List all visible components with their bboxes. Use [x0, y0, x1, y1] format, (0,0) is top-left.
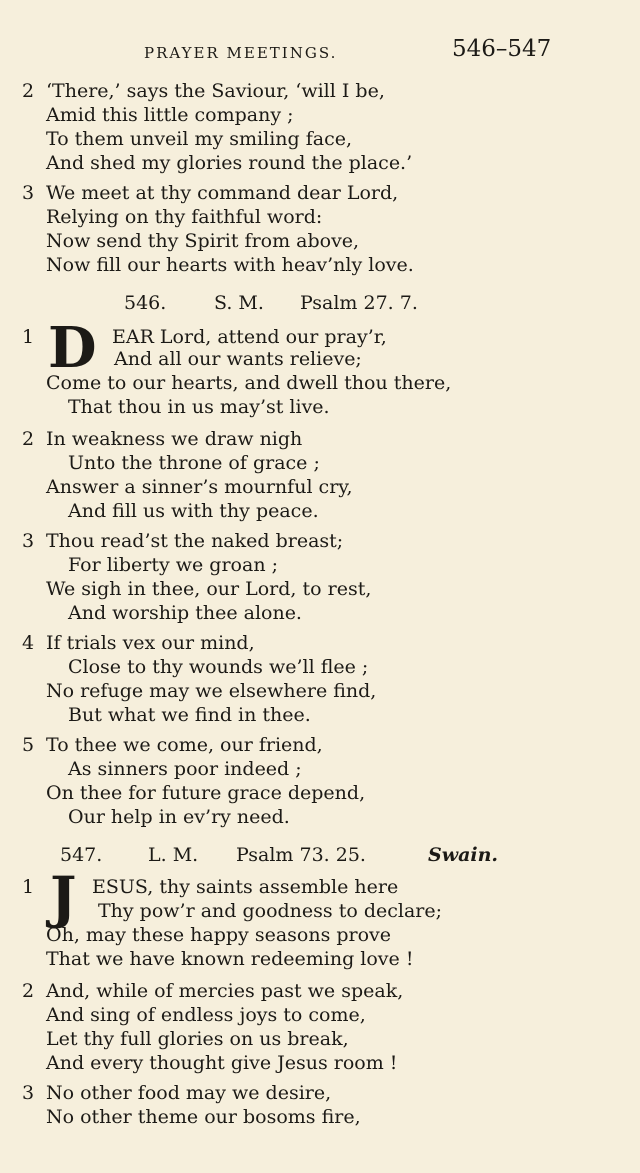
hymn-meter: L. M.: [148, 844, 199, 866]
verse-line: And fill us with thy peace.: [68, 500, 319, 522]
hymn-reference: Psalm 27. 7.: [300, 292, 418, 314]
verse-line: Answer a sinner’s mournful cry,: [46, 476, 353, 498]
hymn-number: 547.: [60, 844, 103, 866]
verse-line: EAR Lord, attend our pray’r,: [112, 326, 387, 348]
verse-line: Unto the throne of grace ;: [68, 452, 320, 474]
verse-line: That we have known redeeming love !: [46, 948, 414, 970]
verse-line: Close to thy wounds we’ll flee ;: [68, 656, 369, 678]
stanza-number: 2: [22, 80, 35, 102]
verse-line: No refuge may we elsewhere find,: [46, 680, 377, 702]
verse-line: In weakness we draw nigh: [46, 428, 303, 450]
verse-line: Our help in ev’ry need.: [68, 806, 290, 828]
verse-line: We sigh in thee, our Lord, to rest,: [46, 578, 372, 600]
stanza-number: 1: [22, 326, 35, 348]
verse-line: ‘There,’ says the Saviour, ‘will I be,: [46, 80, 385, 102]
verse-line: On thee for future grace depend,: [46, 782, 366, 804]
running-title: PRAYER MEETINGS.: [144, 44, 338, 62]
stanza-number: 3: [22, 182, 35, 204]
page-numbers: 546–547: [452, 36, 552, 62]
verse-line: Now fill our hearts with heav’nly love.: [46, 254, 414, 276]
verse-line: That thou in us may’st live.: [68, 396, 330, 418]
verse-line: Now send thy Spirit from above,: [46, 230, 360, 252]
verse-line: No other theme our bosoms fire,: [46, 1106, 361, 1128]
stanza-number: 3: [22, 530, 35, 552]
drop-cap: D: [48, 315, 97, 381]
verse-line: Thou read’st the naked breast;: [46, 530, 344, 552]
verse-line: To them unveil my smiling face,: [46, 128, 353, 150]
verse-line: Relying on thy faithful word:: [46, 206, 323, 228]
verse-line: And every thought give Jesus room !: [46, 1052, 398, 1074]
stanza-number: 2: [22, 428, 35, 450]
verse-line: Come to our hearts, and dwell thou there,: [46, 372, 452, 394]
stanza-number: 5: [22, 734, 35, 756]
verse-line: And sing of endless joys to come,: [46, 1004, 366, 1026]
hymn-meter: S. M.: [214, 292, 264, 314]
verse-line: And worship thee alone.: [68, 602, 302, 624]
verse-line: Oh, may these happy seasons prove: [46, 924, 392, 946]
verse-line: Let thy full glories on us break,: [46, 1028, 349, 1050]
verse-line: And all our wants relieve;: [114, 348, 362, 370]
verse-line: No other food may we desire,: [46, 1082, 332, 1104]
stanza-number: 1: [22, 876, 35, 898]
verse-line: We meet at thy command dear Lord,: [46, 182, 399, 204]
verse-line: ESUS, thy saints assemble here: [92, 876, 399, 898]
verse-line: And, while of mercies past we speak,: [46, 980, 404, 1002]
verse-line: For liberty we groan ;: [68, 554, 278, 576]
verse-line: To thee we come, our friend,: [46, 734, 323, 756]
verse-line: If trials vex our mind,: [46, 632, 255, 654]
drop-cap: J: [50, 865, 77, 931]
verse-line: And shed my glories round the place.’: [46, 152, 413, 174]
verse-line: Amid this little company ;: [46, 104, 294, 126]
hymn-number: 546.: [124, 292, 167, 314]
stanza-number: 2: [22, 980, 35, 1002]
verse-line: But what we find in thee.: [68, 704, 311, 726]
verse-line: As sinners poor indeed ;: [68, 758, 302, 780]
stanza-number: 3: [22, 1082, 35, 1104]
verse-line: Thy pow’r and goodness to declare;: [98, 900, 442, 922]
hymn-composer: Swain.: [428, 844, 499, 866]
stanza-number: 4: [22, 632, 35, 654]
hymn-reference: Psalm 73. 25.: [236, 844, 366, 866]
